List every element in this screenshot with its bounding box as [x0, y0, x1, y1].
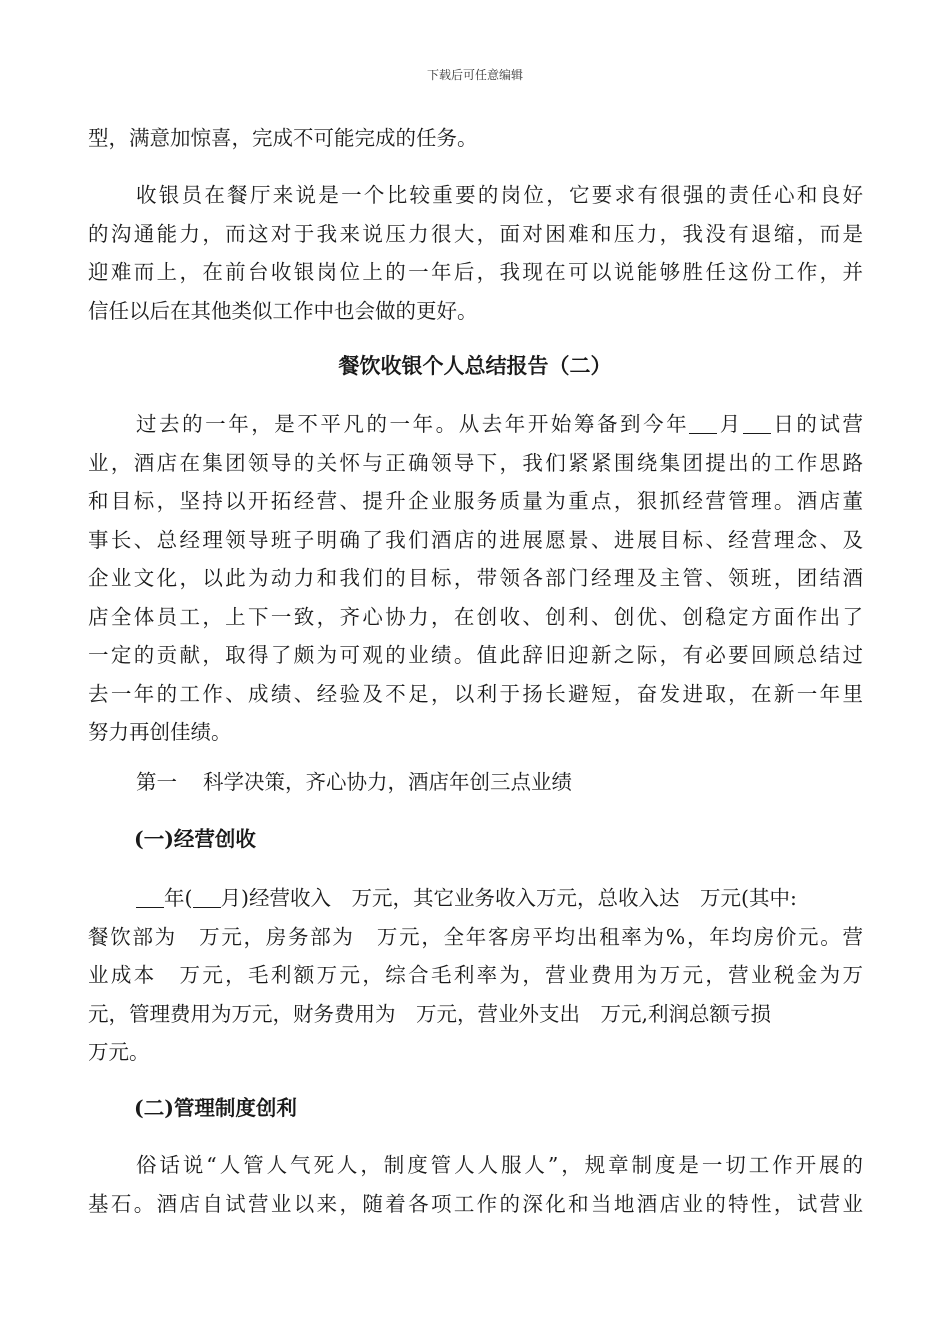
section-number: 第一: [136, 770, 177, 794]
paragraph-line: 店全体员工，上下一致，齐心协力，在创收、创利、创优、创稳定方面作出了: [88, 604, 863, 629]
blank-underline: [136, 887, 164, 909]
paragraph-line: 元，管理费用为万元，财务费用为 万元，营业外支出 万元,利润总额亏损: [88, 1001, 772, 1026]
paragraph-line: [88, 879, 863, 918]
paragraph-line: 基石。酒店自试营业以来，随着各项工作的深化和当地酒店业的特性，试营业: [88, 1191, 863, 1216]
paragraph-line: 万元。: [88, 1040, 150, 1064]
paragraph-line: 收银员在餐厅来说是一个比较重要的岗位，它要求有很强的责任心和良好: [136, 183, 863, 207]
paragraph-2: [88, 176, 863, 330]
text-segment: 日的试营: [770, 412, 863, 436]
subheading-1: (一)经营创收: [134, 827, 256, 851]
paragraph-line: [88, 405, 863, 444]
paragraph-line: 业，酒店在集团领导的关怀与正确领导下，我们紧紧围绕集团提出的工作思路: [88, 450, 863, 475]
paragraph-3: [88, 405, 863, 752]
section-text: 科学决策，齐心协力，酒店年创三点业绩: [203, 770, 572, 794]
paragraph-line: 和目标，坚持以开拓经营、提升企业服务质量为重点，狠抓经营管理。酒店董: [88, 489, 863, 513]
subheading-2: (二)管理制度创利: [134, 1096, 297, 1120]
paragraph-line: 的沟通能力，而这对于我来说压力很大，面对困难和压力，我没有退缩，而是: [88, 221, 863, 246]
paragraph-line: 努力再创佳绩。: [88, 720, 232, 744]
section-line: [88, 763, 863, 802]
paragraph-line: 餐饮部为 万元，房务部为 万元，全年客房平均出租率为%，年均房价元。营: [88, 924, 863, 949]
text-segment: 月: [717, 412, 743, 436]
paragraph-line: 型，满意加惊喜，完成不可能完成的任务。: [88, 126, 478, 150]
section-heading: [88, 763, 863, 802]
blank-underline: [689, 413, 717, 435]
paragraph-line: 事长、总经理领导班子明确了我们酒店的进展愿景、进展目标、经营理念、及: [88, 527, 863, 552]
text-segment: 年(: [164, 886, 193, 910]
paragraph-4: [88, 879, 863, 1072]
text-segment: 过去的一年，是不平凡的一年。从去年开始筹备到今年: [136, 412, 690, 436]
section-title: 餐饮收银个人总结报告（二）: [338, 353, 612, 378]
text-segment: 月)经营收入 万元，其它业务收入万元，总收入达 万元(其中:: [220, 886, 797, 910]
paragraph-line: 迎难而上，在前台收银岗位上的一年后，我现在可以说能够胜任这份工作，并: [88, 260, 863, 284]
paragraph-line: 信任以后在其他类似工作中也会做的更好。: [88, 298, 478, 323]
paragraph-line: 企业文化，以此为动力和我们的目标，带领各部门经理及主管、领班，团结酒: [88, 566, 863, 590]
paragraph-5: [88, 1146, 863, 1223]
paragraph-line: 一定的贡献，取得了颇为可观的业绩。值此辞旧迎新之际，有必要回顾总结过: [88, 643, 863, 667]
blank-underline: [193, 887, 221, 909]
paragraph-line: 去一年的工作、成绩、经验及不足，以利于扬长避短，奋发进取，在新一年里: [88, 681, 863, 706]
paragraph-1: [88, 119, 863, 158]
page-header: 下载后可任意编辑: [426, 68, 523, 82]
paragraph-line: 俗话说“人管人气死人，制度管人人服人”，规章制度是一切工作开展的: [136, 1153, 863, 1177]
blank-underline: [743, 413, 771, 435]
paragraph-line: 业成本 万元，毛利额万元，综合毛利率为，营业费用为万元，营业税金为万: [88, 963, 863, 987]
